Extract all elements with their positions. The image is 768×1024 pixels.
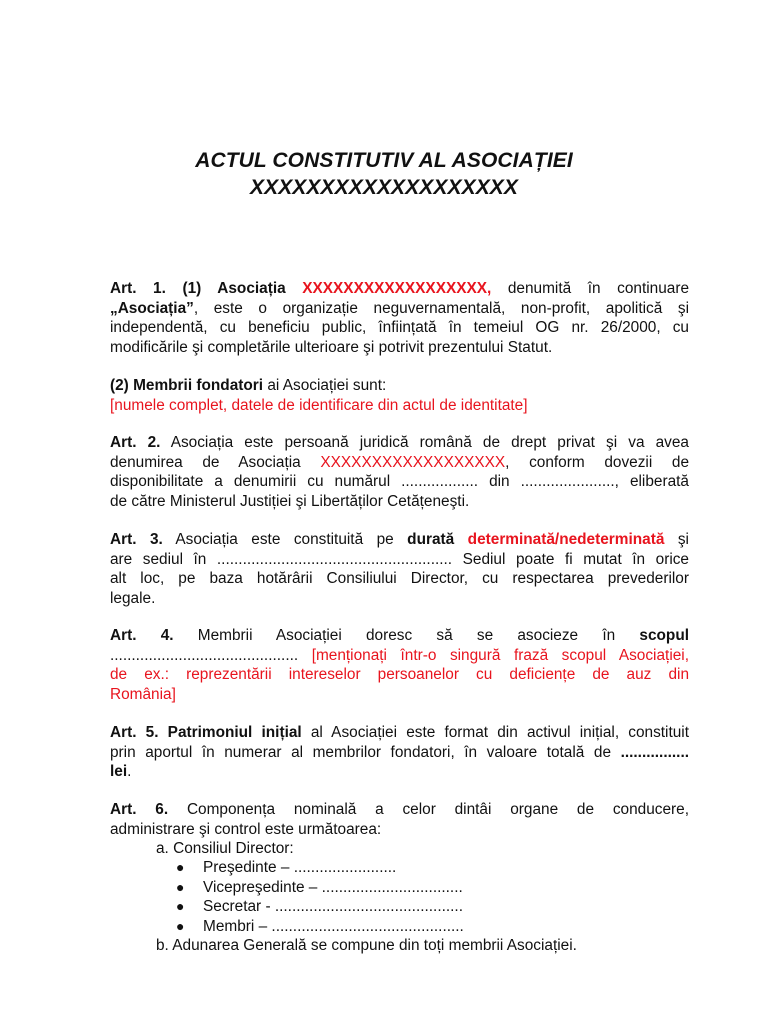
art4-line1: Art. 4. Membrii Asociației doresc să se asocieze în scopul — [110, 627, 690, 644]
list-item: ● Vicepreşedinte – ................................. — [176, 879, 463, 896]
art6-line2: administrare şi control este următoarea: — [110, 820, 382, 838]
art2-line2: denumirea de Asociația XXXXXXXXXXXXXXXXXX, conform dovezii de — [110, 453, 690, 471]
art3-line3: alt loc, pe baza hotărârii Consiliului Director, cu respectarea prevederilor — [110, 570, 689, 587]
art4-line2: ............................................ [menționați într-o singură frază scopul Asociației, — [110, 646, 689, 664]
document-title-line2: XXXXXXXXXXXXXXXXXXX — [249, 176, 519, 199]
article-4 — [110, 626, 689, 704]
article-3 — [110, 530, 689, 608]
founders-placeholder: [numele complet, datele de identificare din actul de identitate] — [110, 396, 528, 414]
art1-line1: Art. 1. (1) Asociația XXXXXXXXXXXXXXXXXX, denumită în continuare — [110, 280, 690, 297]
list-item: ● Membri – ............................................. — [176, 918, 464, 935]
art3-line4: legale. — [110, 589, 156, 607]
bullet-icon: ● — [176, 898, 185, 914]
article-5 — [110, 723, 689, 782]
art2-line1: Art. 2. Asociația este persoană juridică română de drept privat şi va avea — [110, 434, 689, 451]
general-assembly-line: b. Adunarea Generală se compune din toți membrii Asociației. — [156, 937, 577, 954]
art2-line3: disponibilitate a denumirii cu numărul .................. din ......................, eliberată — [110, 473, 689, 490]
art5-line1: Art. 5. Patrimoniul inițial al Asociației este format din activul inițial, constituit — [110, 724, 690, 741]
article-1-paragraph-1 — [110, 279, 689, 357]
art1-line4: modificările şi completările ulterioare şi potrivit prezentului Statut. — [110, 338, 553, 356]
list-item: ● Secretar - ............................................ — [176, 898, 463, 915]
art1-2-line1: (2) Membrii fondatori ai Asociației sunt: — [110, 377, 387, 394]
association-name-placeholder: XXXXXXXXXXXXXXXXXX, — [302, 280, 492, 297]
art1-line2: „Asociația”, este o organizație neguvernamentală, non-profit, apolitică şi — [110, 299, 689, 317]
document-title-line1: ACTUL CONSTITUTIV AL ASOCIAȚIEI — [195, 149, 573, 172]
board-heading: a. Consiliul Director: — [156, 840, 294, 857]
art2-line4: de către Ministerul Justiției şi Libertăților Cetățeneşti. — [110, 492, 470, 510]
article-1-paragraph-2 — [110, 376, 689, 415]
art3-line2: are sediul în ....................................................... Sediul poate fi mutat în orice — [110, 550, 689, 568]
association-name-placeholder-2: XXXXXXXXXXXXXXXXXX — [320, 453, 506, 471]
bullet-icon: ● — [176, 859, 185, 875]
art4-line3: de ex.: reprezentării intereselor persoanelor cu deficiențe de auz din — [110, 666, 689, 683]
duration-placeholder: determinată/nedeterminată — [467, 531, 665, 548]
art4-line4: România] — [110, 685, 176, 703]
art6-line1: Art. 6. Componența nominală a celor dintâi organe de conducere, — [110, 801, 689, 818]
art3-line1: Art. 3. Asociația este constituită pe durată determinată/nedeterminată şi — [110, 531, 689, 548]
purpose-placeholder: [menționați într-o singură frază scopul Asociației, — [311, 646, 689, 664]
list-item: ● Preşedinte – ........................ — [176, 859, 397, 876]
article-6 — [110, 800, 689, 839]
article-2 — [110, 433, 689, 511]
bullet-icon: ● — [176, 879, 185, 895]
bullet-icon: ● — [176, 918, 185, 934]
art5-line3: lei. — [110, 763, 132, 780]
art1-line3: independentă, cu beneficiu public, înființată în temeiul OG nr. 26/2000, cu — [110, 319, 689, 336]
art5-line2: prin aportul în numerar al membrilor fondatori, în valoare totală de ................ — [110, 743, 689, 761]
